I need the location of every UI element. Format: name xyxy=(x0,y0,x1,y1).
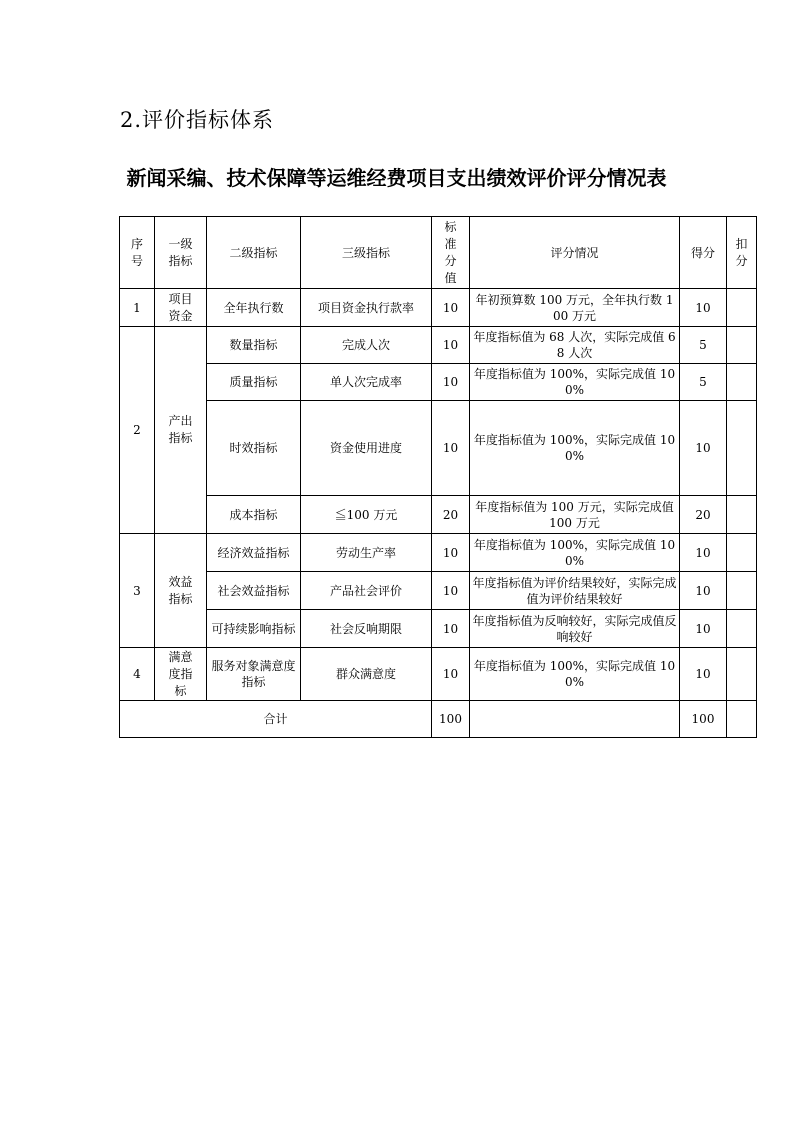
header-level2: 二级指标 xyxy=(207,217,301,289)
deduction-cell xyxy=(727,327,757,364)
header-deduction: 扣分 xyxy=(727,217,757,289)
evaluation-cell: 年初预算数 100 万元，全年执行数 100 万元 xyxy=(470,289,680,327)
standard-cell: 10 xyxy=(432,534,470,572)
total-score: 100 xyxy=(680,701,727,738)
level2-cell: 数量指标 xyxy=(207,327,301,364)
standard-cell: 10 xyxy=(432,572,470,610)
header-level3: 三级指标 xyxy=(301,217,432,289)
seq-cell: 3 xyxy=(120,534,155,648)
standard-cell: 10 xyxy=(432,364,470,401)
standard-cell: 10 xyxy=(432,648,470,701)
deduction-cell xyxy=(727,610,757,648)
table-row xyxy=(120,401,757,496)
level1-cell: 产出指标 xyxy=(155,327,207,534)
evaluation-cell: 年度指标值为评价结果较好，实际完成值为评价结果较好 xyxy=(470,572,680,610)
level3-cell: 完成人次 xyxy=(301,327,432,364)
table-row xyxy=(120,364,757,401)
score-cell: 5 xyxy=(680,364,727,401)
evaluation-cell: 年度指标值为 100%，实际完成值 100% xyxy=(470,401,680,496)
evaluation-cell: 年度指标值为 100%，实际完成值 100% xyxy=(470,648,680,701)
level2-cell: 质量指标 xyxy=(207,364,301,401)
score-cell: 10 xyxy=(680,572,727,610)
standard-cell: 20 xyxy=(432,496,470,534)
deduction-cell xyxy=(727,364,757,401)
total-label: 合计 xyxy=(120,701,432,738)
level3-cell: 资金使用进度 xyxy=(301,401,432,496)
level1-cell: 项目资金 xyxy=(155,289,207,327)
total-row xyxy=(120,701,757,738)
level1-cell: 满意度指标 xyxy=(155,648,207,701)
total-standard: 100 xyxy=(432,701,470,738)
score-cell: 10 xyxy=(680,648,727,701)
level2-cell: 时效指标 xyxy=(207,401,301,496)
evaluation-cell: 年度指标值为 100 万元，实际完成值 100 万元 xyxy=(470,496,680,534)
level3-cell: 项目资金执行款率 xyxy=(301,289,432,327)
level2-cell: 可持续影响指标 xyxy=(207,610,301,648)
header-standard: 标准分值 xyxy=(432,217,470,289)
table-title: 新闻采编、技术保障等运维经费项目支出绩效评价评分情况表 xyxy=(126,166,667,190)
score-cell: 20 xyxy=(680,496,727,534)
table-row xyxy=(120,610,757,648)
score-cell: 10 xyxy=(680,534,727,572)
header-seq: 序号 xyxy=(120,217,155,289)
table-row xyxy=(120,572,757,610)
level2-cell: 经济效益指标 xyxy=(207,534,301,572)
level1-cell: 效益指标 xyxy=(155,534,207,648)
standard-cell: 10 xyxy=(432,289,470,327)
header-level1: 一级指标 xyxy=(155,217,207,289)
section-heading: 2.评价指标体系 xyxy=(120,108,275,132)
table-row xyxy=(120,648,757,701)
evaluation-cell: 年度指标值为 100%，实际完成值 100% xyxy=(470,364,680,401)
total-evaluation xyxy=(470,701,680,738)
evaluation-cell: 年度指标值为反响较好，实际完成值反响较好 xyxy=(470,610,680,648)
seq-cell: 2 xyxy=(120,327,155,534)
deduction-cell xyxy=(727,496,757,534)
level3-cell: ≦100 万元 xyxy=(301,496,432,534)
deduction-cell xyxy=(727,572,757,610)
score-cell: 5 xyxy=(680,327,727,364)
level2-cell: 全年执行数 xyxy=(207,289,301,327)
level2-cell: 服务对象满意度指标 xyxy=(207,648,301,701)
table-row xyxy=(120,327,757,364)
deduction-cell xyxy=(727,289,757,327)
seq-cell: 1 xyxy=(120,289,155,327)
score-cell: 10 xyxy=(680,289,727,327)
level2-cell: 社会效益指标 xyxy=(207,572,301,610)
level3-cell: 社会反响期限 xyxy=(301,610,432,648)
standard-cell: 10 xyxy=(432,327,470,364)
evaluation-cell: 年度指标值为 68 人次，实际完成值 68 人次 xyxy=(470,327,680,364)
header-row xyxy=(120,217,757,289)
score-cell: 10 xyxy=(680,401,727,496)
evaluation-table xyxy=(119,216,757,738)
level3-cell: 产品社会评价 xyxy=(301,572,432,610)
level2-cell: 成本指标 xyxy=(207,496,301,534)
header-evaluation: 评分情况 xyxy=(470,217,680,289)
level3-cell: 群众满意度 xyxy=(301,648,432,701)
level3-cell: 单人次完成率 xyxy=(301,364,432,401)
deduction-cell xyxy=(727,401,757,496)
table-row xyxy=(120,289,757,327)
score-cell: 10 xyxy=(680,610,727,648)
deduction-cell xyxy=(727,648,757,701)
total-deduction xyxy=(727,701,757,738)
standard-cell: 10 xyxy=(432,610,470,648)
seq-cell: 4 xyxy=(120,648,155,701)
evaluation-cell: 年度指标值为 100%，实际完成值 100% xyxy=(470,534,680,572)
table-row xyxy=(120,496,757,534)
standard-cell: 10 xyxy=(432,401,470,496)
header-score: 得分 xyxy=(680,217,727,289)
deduction-cell xyxy=(727,534,757,572)
level3-cell: 劳动生产率 xyxy=(301,534,432,572)
table-row xyxy=(120,534,757,572)
